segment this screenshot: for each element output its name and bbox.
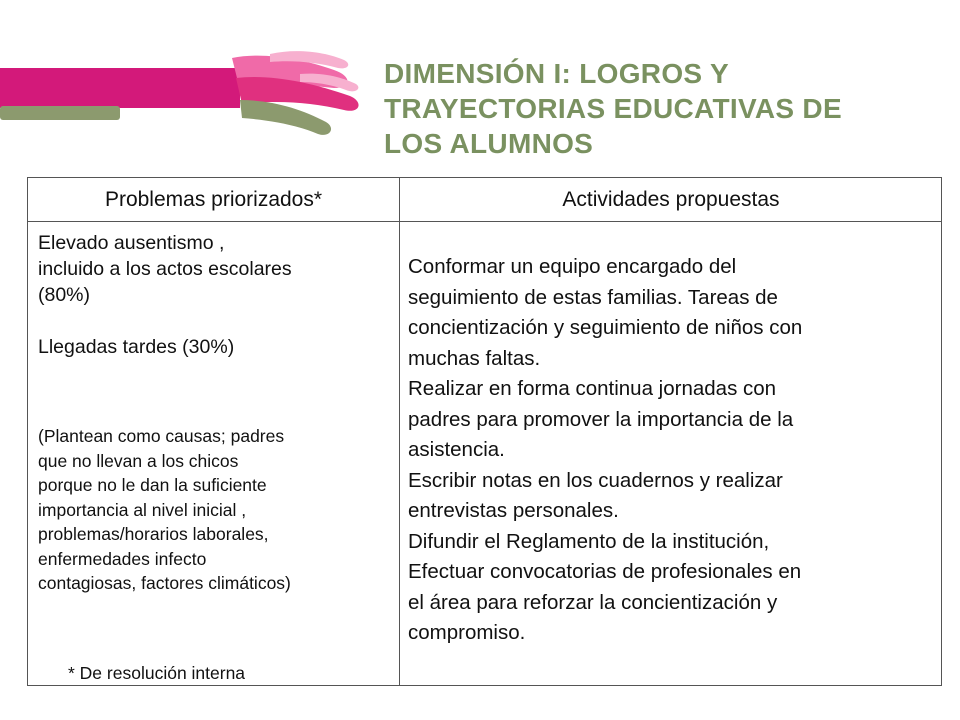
slide-title (384, 56, 944, 161)
problems-cell (38, 230, 396, 596)
hand-shape (232, 51, 359, 135)
table-header-row (28, 178, 941, 222)
text-line: problemas/horarios laborales, (38, 524, 269, 544)
causes-note (38, 424, 396, 596)
footnote: * De resolución interna (68, 663, 246, 683)
text-line: padres para promover la importancia de la (408, 407, 794, 431)
text-line: incluido a los actos escolares (38, 258, 292, 280)
text-line: Escribir notas en los cuadernos y realizar (408, 468, 783, 492)
activities-cell (408, 252, 933, 649)
text-line: seguimiento de estas familias. Tareas de (408, 285, 778, 309)
title-line: DIMENSIÓN I: LOGROS Y (384, 58, 729, 89)
text-line: Efectuar convocatorias de profesionales en (408, 560, 802, 583)
text-line: Realizar en forma continua jornadas con (408, 377, 777, 400)
problems-activities-table (27, 177, 942, 686)
text-line: el área para reforzar la concientización y (408, 590, 778, 614)
problem-absenteeism (38, 230, 396, 308)
text-line: (80%) (38, 284, 91, 306)
text-line: que no llevan a los chicos (38, 450, 239, 471)
text-line: Difundir el Reglamento de la institución, (408, 529, 770, 553)
text-line: compromiso. (408, 621, 526, 644)
text-line: asistencia. (408, 438, 505, 461)
text-line: (Plantean como causas; padres (38, 426, 285, 446)
text-line: entrevistas personales. (408, 499, 619, 522)
stripes (0, 68, 240, 120)
hand-logo-icon (0, 48, 380, 138)
text-line: porque no le dan la suficiente (38, 475, 267, 495)
green-stripe (0, 106, 120, 120)
title-line: TRAYECTORIAS EDUCATIVAS DE (384, 93, 842, 124)
text-line: Elevado ausentismo , (38, 232, 225, 254)
title-line: LOS ALUMNOS (384, 128, 594, 159)
text-line: muchas faltas. (408, 346, 541, 370)
problem-late-arrivals: Llegadas tardes (30%) (38, 336, 235, 358)
text-line: Conformar un equipo encargado del (408, 255, 737, 278)
text-line: concientización y seguimiento de niños con (408, 316, 803, 339)
text-line: importancia al nivel inicial , (38, 499, 247, 520)
column-divider (399, 178, 400, 685)
magenta-stripe (0, 68, 240, 108)
header-activities: Actividades propuestas (562, 188, 780, 211)
text-line: contagiosas, factores climáticos) (38, 573, 291, 593)
text-line: enfermedades infecto (38, 548, 207, 569)
header-problems: Problemas priorizados* (104, 188, 323, 211)
